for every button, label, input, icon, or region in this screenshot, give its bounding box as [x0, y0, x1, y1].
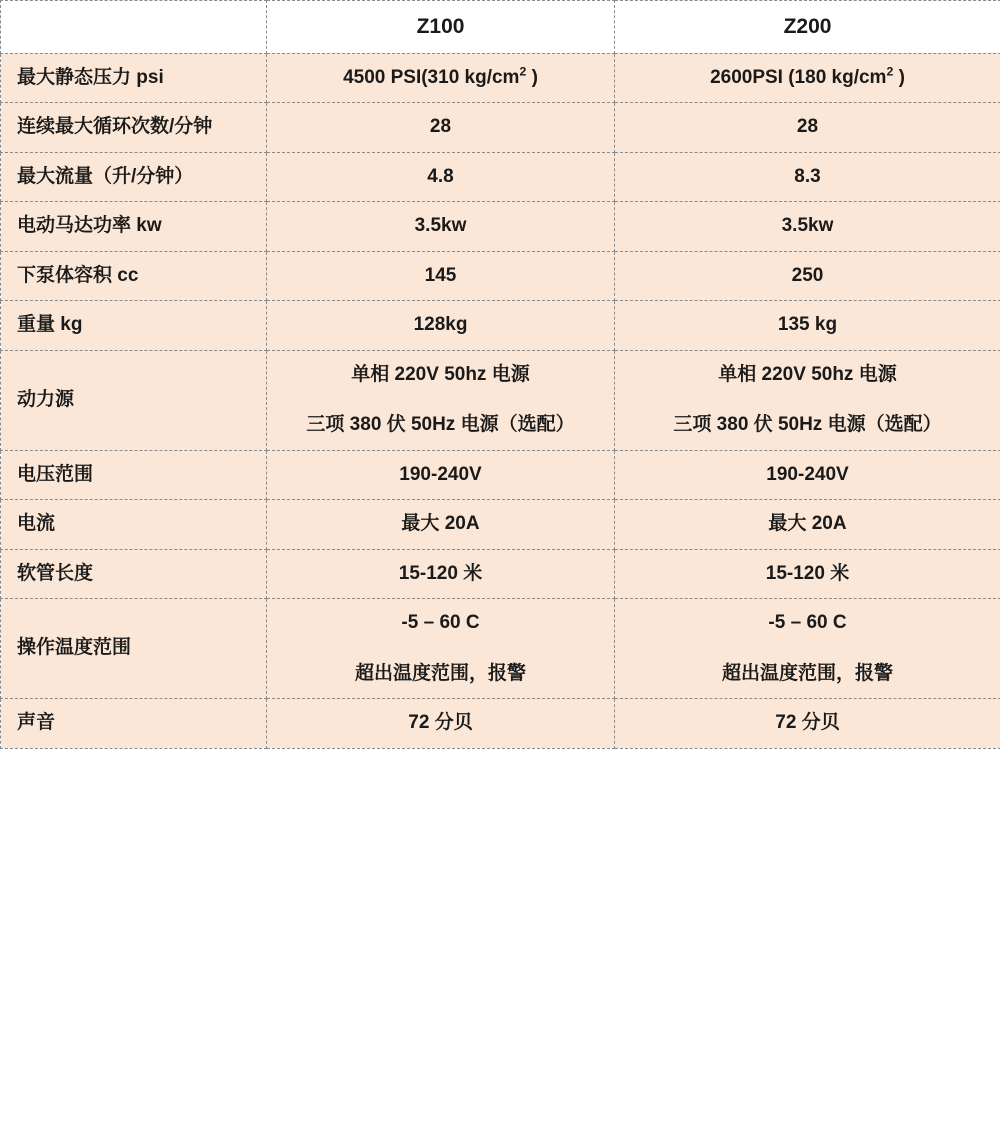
table-header-row [1, 1, 1000, 54]
value-line: 超出温度范围，报警 [354, 662, 526, 684]
value-line: 三项 380 伏 50Hz 电源（选配） [673, 414, 942, 435]
value-line: 单相 220V 50hz 电源 [351, 363, 530, 385]
row-value-z100: 28 [267, 103, 615, 153]
table-row [1, 152, 1000, 202]
value-line: 单相 220V 50hz 电源 [718, 363, 897, 385]
row-label: 电动马达功率 kw [1, 202, 267, 252]
table-row [1, 599, 1000, 699]
row-value-z100: 190-240V [267, 450, 615, 500]
row-value-z200: 28 [615, 103, 1000, 153]
table-row [1, 500, 1000, 550]
row-label: 最大流量（升/分钟） [1, 152, 267, 202]
row-value-z200: 190-240V [615, 450, 1000, 500]
row-label: 连续最大循环次数/分钟 [1, 103, 267, 153]
row-label: 下泵体容积 cc [1, 251, 267, 301]
row-label: 电流 [1, 500, 267, 550]
value-line: -5 – 60 C [401, 612, 480, 633]
row-value-z200: 135 kg [615, 301, 1000, 351]
row-value-z100 [267, 350, 615, 450]
table-row [1, 251, 1000, 301]
row-label: 操作温度范围 [1, 599, 267, 699]
row-value-z200: 250 [615, 251, 1000, 301]
row-value-z200: 15-120 米 [615, 549, 1000, 599]
table-row [1, 53, 1000, 103]
value-line: 超出温度范围，报警 [721, 662, 893, 684]
value-line: 三项 380 伏 50Hz 电源（选配） [306, 414, 575, 435]
row-label: 最大静态压力 psi [1, 53, 267, 103]
row-label: 动力源 [1, 350, 267, 450]
value-superscript: 2 [886, 64, 894, 79]
row-value-z200: 3.5kw [615, 202, 1000, 252]
value-superscript: 2 [519, 64, 527, 79]
row-value-z200: 最大 20A [615, 500, 1000, 550]
row-value-z100 [267, 599, 615, 699]
value-prefix: 2600PSI (180 kg/cm [710, 66, 887, 88]
row-value-z200 [615, 350, 1000, 450]
row-label: 重量 kg [1, 301, 267, 351]
row-value-z200 [615, 53, 1000, 103]
row-value-z200: 72 分贝 [615, 699, 1000, 749]
row-value-z100 [267, 53, 615, 103]
row-value-z100: 最大 20A [267, 500, 615, 550]
table-row [1, 301, 1000, 351]
row-value-z100: 145 [267, 251, 615, 301]
row-value-z200: 8.3 [615, 152, 1000, 202]
value-suffix: ) [893, 66, 905, 88]
header-cell-z200: Z200 [615, 1, 1000, 54]
table-row [1, 549, 1000, 599]
row-value-z100: 72 分贝 [267, 699, 615, 749]
row-value-z100: 3.5kw [267, 202, 615, 252]
row-value-z100: 128kg [267, 301, 615, 351]
header-cell-z100: Z100 [267, 1, 615, 54]
row-value-z200 [615, 599, 1000, 699]
row-value-z100: 4.8 [267, 152, 615, 202]
table-row [1, 699, 1000, 749]
row-value-z100: 15-120 米 [267, 549, 615, 599]
table-row [1, 350, 1000, 450]
table-row [1, 103, 1000, 153]
row-label: 声音 [1, 699, 267, 749]
header-cell-empty [1, 1, 267, 54]
value-suffix: ) [526, 66, 538, 88]
table-row [1, 450, 1000, 500]
table-row [1, 202, 1000, 252]
value-prefix: 4500 PSI(310 kg/cm [343, 66, 520, 88]
row-label: 软管长度 [1, 549, 267, 599]
row-label: 电压范围 [1, 450, 267, 500]
value-line: -5 – 60 C [768, 612, 847, 633]
